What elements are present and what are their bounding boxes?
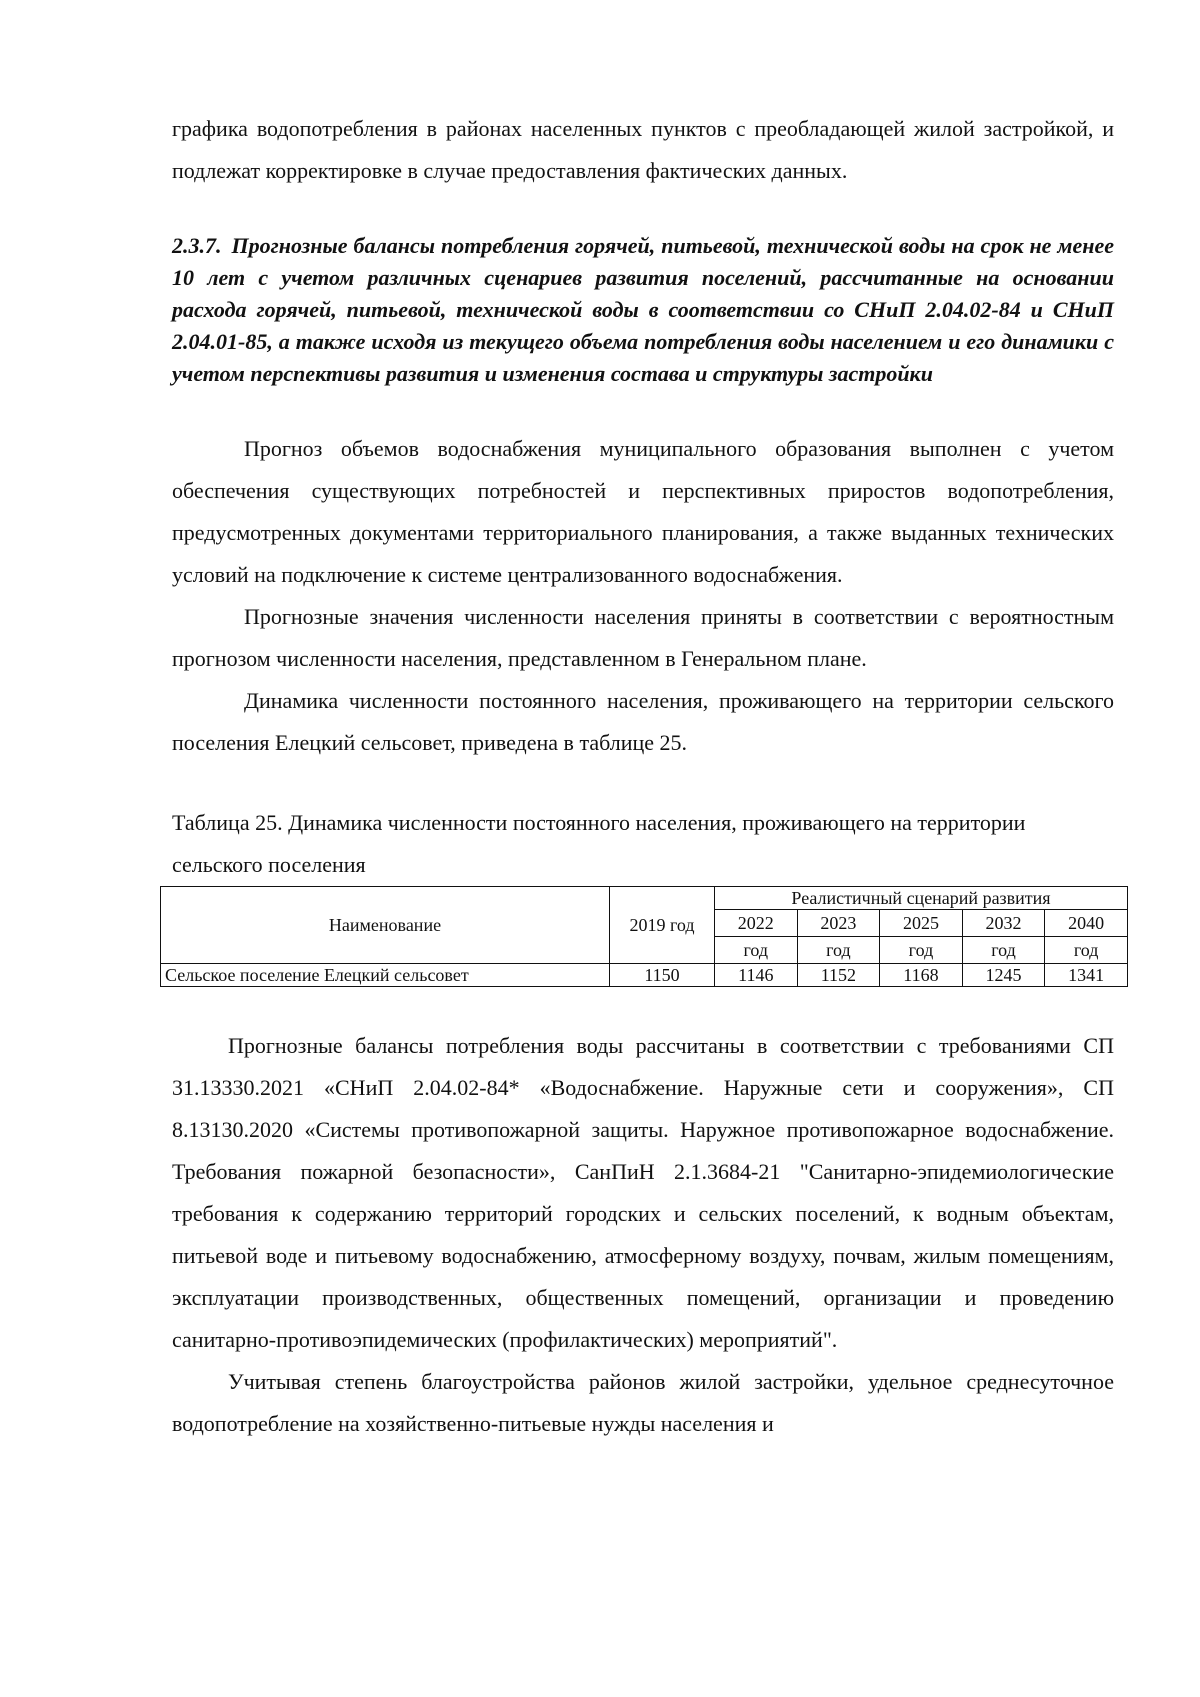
- header-name-cell: Наименование: [161, 887, 610, 964]
- spacer: [172, 987, 1114, 1025]
- spacer: [172, 390, 1114, 428]
- header-year-cell: 2040: [1045, 910, 1128, 937]
- header-unit-cell: год: [880, 937, 963, 964]
- row-value-cell: 1168: [880, 964, 963, 987]
- header-year-cell: 2023: [797, 910, 880, 937]
- header-unit-cell: год: [715, 937, 798, 964]
- table-header-row: [161, 887, 1128, 910]
- row-value-cell: 1245: [962, 964, 1045, 987]
- header-base-year-cell: 2019 год: [610, 887, 715, 964]
- paragraph-forecast-volumes: Прогноз объемов водоснабжения муниципального образования выполнен с учетом обеспечения существующих потребностей и перспективных приростов водопотребления, предусмотренных документами территориального планирования, а также выданных технических условий на подключение к системе централизованного водоснабжения.: [172, 436, 1114, 587]
- paragraph-consumption: Учитывая степень благоустройства районов жилой застройки, удельное среднесуточное водопотребление на хозяйственно-питьевые нужды населения и: [172, 1369, 1114, 1436]
- paragraph-balances: Прогнозные балансы потребления воды рассчитаны в соответствии с требованиями СП 31.13330.2021 «СНиП 2.04.02-84* «Водоснабжение. Наружные сети и сооружения», СП 8.13130.2020 «Системы противопожарной защиты. Наружное противопожарное водоснабжение. Требования пожарной безопасности», СанПиН 2.1.3684-21 "Санитарно-эпидемиологические требования к содержанию территорий городских и сельских поселений, к водным объектам, питьевой воде и питьевому водоснабжению, атмосферному воздуху, почвам, жилым помещениям, эксплуатации производственных, общественных помещений, организации и проведению санитарно-противоэпидемических (профилактических) мероприятий".: [172, 1033, 1114, 1352]
- section-title: Прогнозные балансы потребления горячей, питьевой, технической воды на срок не менее 10 лет с учетом различных сценариев развития поселений, рассчитанные на основании расхода горячей, питьевой, технической воды в соответствии со СНиП 2.04.02-84 и СНиП 2.04.01-85, а также исходя из текущего объема потребления воды населением и его динамики с учетом перспективы развития и изменения состава и структуры застройки: [172, 233, 1114, 386]
- header-unit-cell: год: [1045, 937, 1128, 964]
- paragraph-population-values: Прогнозные значения численности населения приняты в соответствии с вероятностным прогнозом численности населения, представленном в Генеральном плане.: [172, 604, 1114, 671]
- header-year-cell: 2022: [715, 910, 798, 937]
- header-year-cell: 2032: [962, 910, 1045, 937]
- header-unit-cell: год: [962, 937, 1045, 964]
- spacer: [172, 764, 1114, 802]
- row-value-cell: 1152: [797, 964, 880, 987]
- header-scenario-cell: Реалистичный сценарий развития: [715, 887, 1128, 910]
- row-base-cell: 1150: [610, 964, 715, 987]
- table-row: [161, 964, 1128, 987]
- intro-paragraph: графика водопотребления в районах населенных пунктов с преобладающей жилой застройкой, и подлежат корректировке в случае предоставления фактических данных.: [172, 116, 1114, 183]
- table-caption: Таблица 25. Динамика численности постоянного населения, проживающего на территории сельского поселения: [172, 810, 1026, 877]
- population-table: [160, 886, 1128, 987]
- spacer: [172, 192, 1114, 230]
- header-year-cell: 2025: [880, 910, 963, 937]
- section-heading: [172, 230, 1114, 390]
- header-unit-cell: год: [797, 937, 880, 964]
- document-page: [165, 108, 1114, 1445]
- paragraph-population-dynamics: Динамика численности постоянного населения, проживающего на территории сельского поселения Елецкий сельсовет, приведена в таблице 25.: [172, 688, 1114, 755]
- row-name-cell: Сельское поселение Елецкий сельсовет: [161, 964, 610, 987]
- row-value-cell: 1341: [1045, 964, 1128, 987]
- section-number: 2.3.7.: [172, 233, 222, 258]
- row-value-cell: 1146: [715, 964, 798, 987]
